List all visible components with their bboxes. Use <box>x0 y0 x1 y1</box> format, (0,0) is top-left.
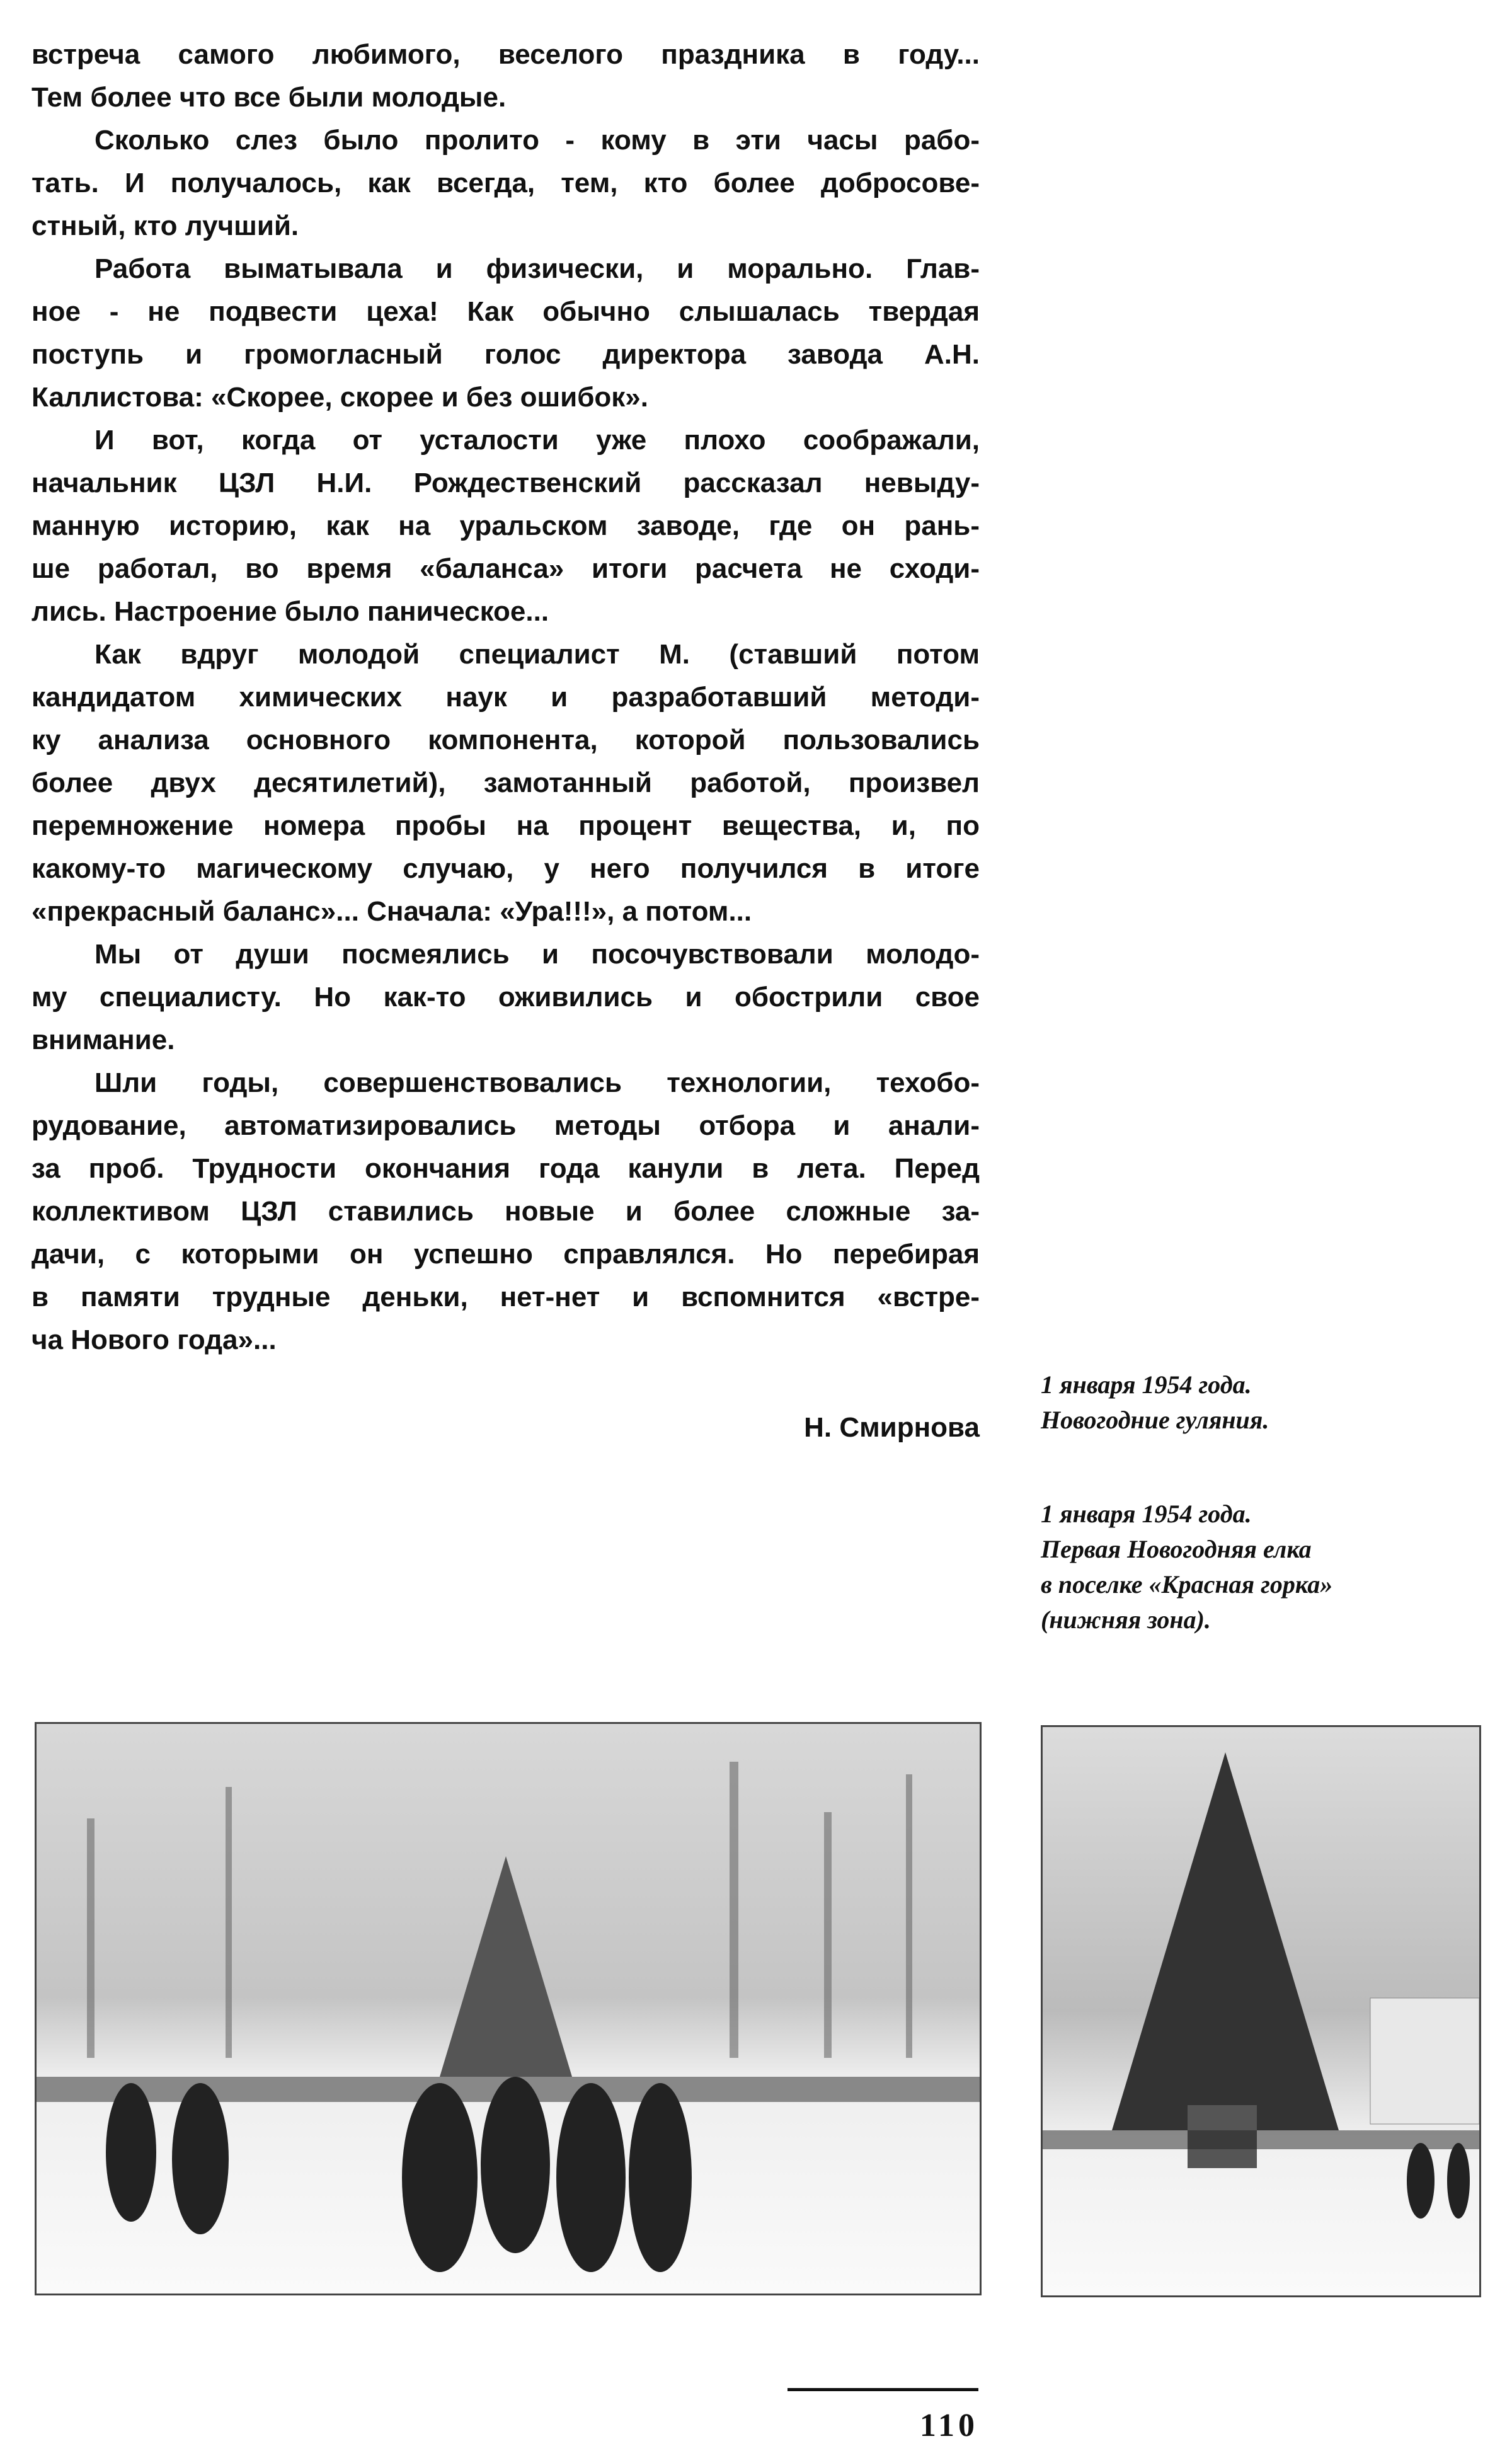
caption-line: 1 января 1954 года. <box>1041 1500 1252 1528</box>
text-line: стный, кто лучший. <box>32 210 299 241</box>
caption-line: Первая Новогодняя елка <box>1041 1535 1312 1563</box>
text-line: манную историю, как на уральском заводе, где он рань- <box>32 510 980 541</box>
article-body <box>32 33 980 1362</box>
text-line: Тем более что все были молодые. <box>32 82 507 113</box>
text-line: му специалисту. Но как-то оживились и обострили свое <box>32 982 980 1013</box>
text-line: перемножение номера пробы на процент вещества, и, по <box>32 810 980 841</box>
text-line: тать. И получалось, как всегда, тем, кто более добросове- <box>32 168 980 198</box>
text-line: Работа выматывала и физически, и морально. Глав- <box>94 253 980 284</box>
photo-first-new-year-tree <box>1041 1725 1481 2297</box>
text-line: начальник ЦЗЛ Н.И. Рождественский рассказал невыду- <box>32 468 980 498</box>
text-line: в памяти трудные деньки, нет-нет и вспомнится «встре- <box>32 1282 980 1312</box>
text-line: Шли годы, совершенствовались технологии, техобо- <box>94 1067 980 1098</box>
text-line: «прекрасный баланс»... Сначала: «Ура!!!», а потом... <box>32 896 752 927</box>
text-line: И вот, когда от усталости уже плохо соображали, <box>94 425 980 456</box>
text-line: рудование, автоматизировались методы отбора и анали- <box>32 1110 980 1141</box>
text-line: ше работал, во время «баланса» итоги расчета не сходи- <box>32 553 980 584</box>
text-line: ку анализа основного компонента, которой пользовались <box>32 725 980 755</box>
caption-line: в поселке «Красная горка» <box>1041 1570 1333 1599</box>
caption-line: 1 января 1954 года. <box>1041 1370 1252 1399</box>
text-line: Мы от души посмеялись и посочувствовали молодо- <box>94 939 980 970</box>
text-line: какому-то магическому случаю, у него получился в итоге <box>32 853 980 884</box>
caption-line: Новогодние гуляния. <box>1041 1406 1269 1434</box>
text-line: дачи, с которыми он успешно справлялся. Но перебирая <box>32 1239 980 1270</box>
article-author: Н. Смирнова <box>804 1412 980 1443</box>
text-line: лись. Настроение было паническое... <box>32 596 549 627</box>
text-line: Сколько слез было пролито - кому в эти часы рабо- <box>94 125 980 156</box>
caption-line: (нижняя зона). <box>1041 1605 1211 1634</box>
photo-caption-tree <box>1041 1496 1332 1638</box>
text-line: ное - не подвести цеха! Как обычно слышалась твердая <box>32 296 980 327</box>
text-line: поступь и громогласный голос директора завода А.Н. <box>32 339 980 370</box>
text-line: коллективом ЦЗЛ ставились новые и более сложные за- <box>32 1196 980 1227</box>
text-line: кандидатом химических наук и разработавший методи- <box>32 682 980 713</box>
text-line: Как вдруг молодой специалист М. (ставший потом <box>94 639 980 670</box>
text-line: более двух десятилетий), замотанный работой, произвел <box>32 767 980 798</box>
page-number-rule <box>788 2388 978 2391</box>
photo-new-year-festivities <box>35 1722 982 2295</box>
page-number: 110 <box>919 2408 978 2443</box>
text-line: внимание. <box>32 1025 175 1055</box>
text-line: за проб. Трудности окончания года канули в лета. Перед <box>32 1153 980 1184</box>
text-line: ча Нового года»... <box>32 1324 277 1355</box>
text-line: встреча самого любимого, веселого праздника в году... <box>32 39 980 70</box>
text-line: Каллистова: «Скорее, скорее и без ошибок». <box>32 382 648 413</box>
photo-caption-festivities <box>1041 1367 1269 1438</box>
